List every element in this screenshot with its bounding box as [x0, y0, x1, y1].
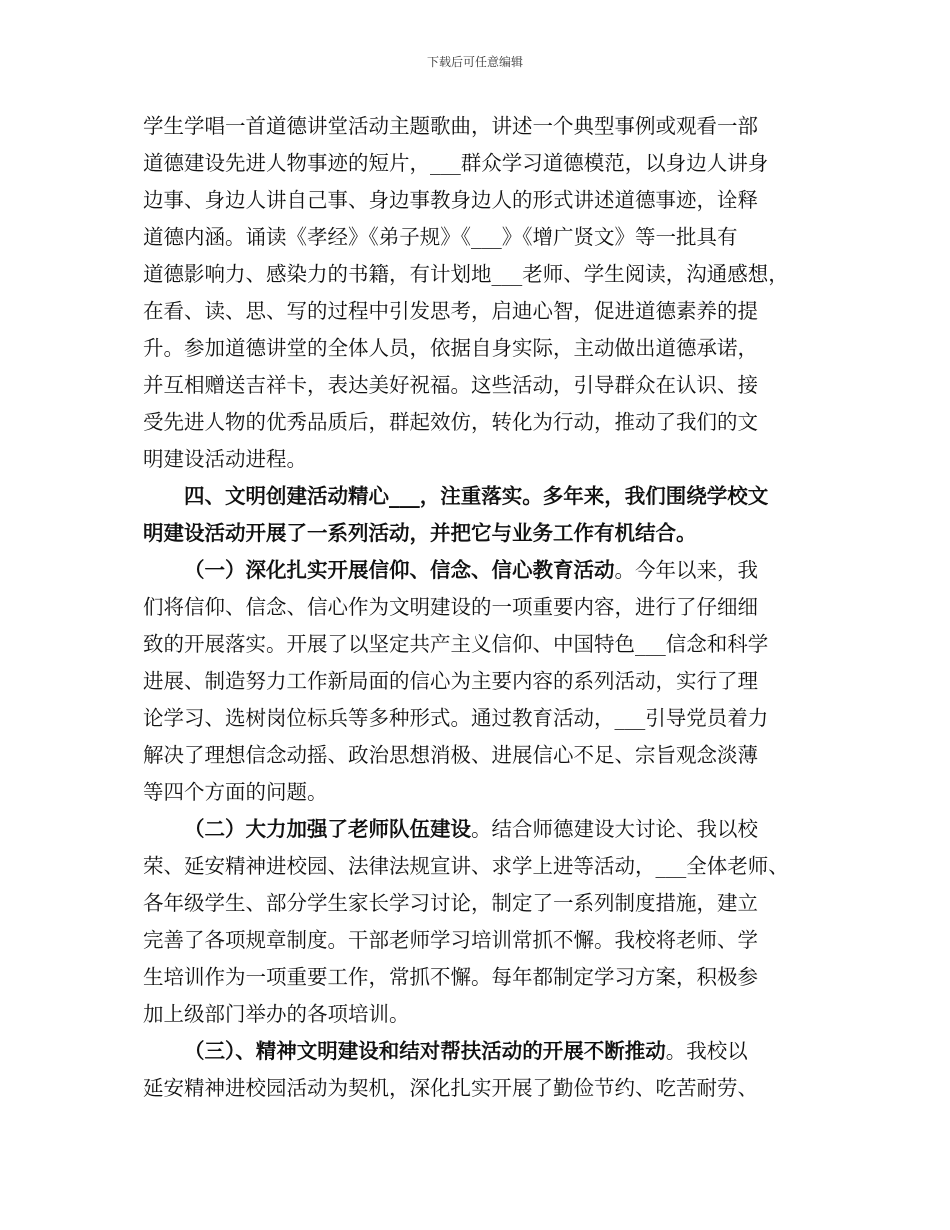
- document-body: [143, 108, 813, 1107]
- text-run: 。今年以来，我: [614, 558, 758, 582]
- text-line: 荣、延安精神进校园、法律法规宣讲、求学上进等活动，___全体老师、: [143, 854, 789, 878]
- text-line: 加上级部门举办的各项培训。: [143, 1002, 410, 1026]
- text-line: 致的开展落实。开展了以坚定共产主义信仰、中国特色___信念和科学: [143, 632, 769, 656]
- text-line: 升。参加道德讲堂的全体人员，依据自身实际，主动做出道德承诺，: [143, 336, 758, 360]
- text-line: 等四个方面的问题。: [143, 780, 328, 804]
- text-run: 。结合师德建设大讨论、我以校: [471, 817, 758, 841]
- text-line: 进展、制造努力工作新局面的信心为主要内容的系列活动，实行了理: [143, 669, 758, 693]
- text-line: 明建设活动开展了一系列活动，并把它与业务工作有机结合。: [143, 521, 697, 545]
- text-line: 四、文明创建活动精心___，注重落实。多年来，我们围绕学校文: [184, 484, 769, 508]
- text-line: 延安精神进校园活动为契机，深化扎实开展了勤俭节约、吃苦耐劳、: [143, 1076, 758, 1100]
- subsection-2: [143, 811, 813, 1033]
- text-line: 学生学唱一首道德讲堂活动主题歌曲，讲述一个典型事例或观看一部: [143, 114, 758, 138]
- text-line: 明建设活动进程。: [143, 447, 307, 471]
- text-line: 道德内涵。诵读《孝经》《弟子规》《___》《增广贤文》等一批具有: [143, 225, 738, 249]
- subsection-heading: （一）深化扎实开展信仰、信念、信心教育活动: [184, 558, 615, 582]
- text-line: 解决了理想信念动摇、政治思想消极、进展信心不足、宗旨观念淡薄: [143, 743, 758, 767]
- text-line: 边事、身边人讲自己事、身边事教身边人的形式讲述道德事迹，诠释: [143, 188, 758, 212]
- text-line: 生培训作为一项重要工作，常抓不懈。每年都制定学习方案，积极参: [143, 965, 758, 989]
- text-line: 受先进人物的优秀品质后，群起效仿，转化为行动，推动了我们的文: [143, 410, 758, 434]
- text-line: 们将信仰、信念、信心作为文明建设的一项重要内容，进行了仔细细: [143, 595, 758, 619]
- text-run: 。我校以: [665, 1039, 748, 1063]
- text-line: 道德影响力、感染力的书籍，有计划地___老师、学生阅读，沟通感想，: [143, 262, 789, 286]
- page-header: 下载后可任意编辑: [426, 55, 523, 69]
- subsection-heading: （二）大力加强了老师队伍建设: [184, 817, 471, 841]
- text-line: 道德建设先进人物事迹的短片，___群众学习道德模范，以身边人讲身: [143, 151, 769, 175]
- text-line: 论学习、选树岗位标兵等多种形式。通过教育活动，___引导党员着力: [143, 706, 769, 730]
- paragraph-1: [143, 108, 813, 478]
- text-line: 在看、读、思、写的过程中引发思考，启迪心智，促进道德素养的提: [143, 299, 758, 323]
- subsection-1: [143, 552, 813, 811]
- subsection-3: [143, 1033, 813, 1107]
- text-line: 并互相赠送吉祥卡，表达美好祝福。这些活动，引导群众在认识、接: [143, 373, 758, 397]
- subsection-heading: （三）、精神文明建设和结对帮扶活动的开展不断推动: [184, 1039, 666, 1063]
- text-line: 各年级学生、部分学生家长学习讨论，制定了一系列制度措施，建立: [143, 891, 758, 915]
- text-line: 完善了各项规章制度。干部老师学习培训常抓不懈。我校将老师、学: [143, 928, 758, 952]
- section-heading-4: [143, 478, 813, 552]
